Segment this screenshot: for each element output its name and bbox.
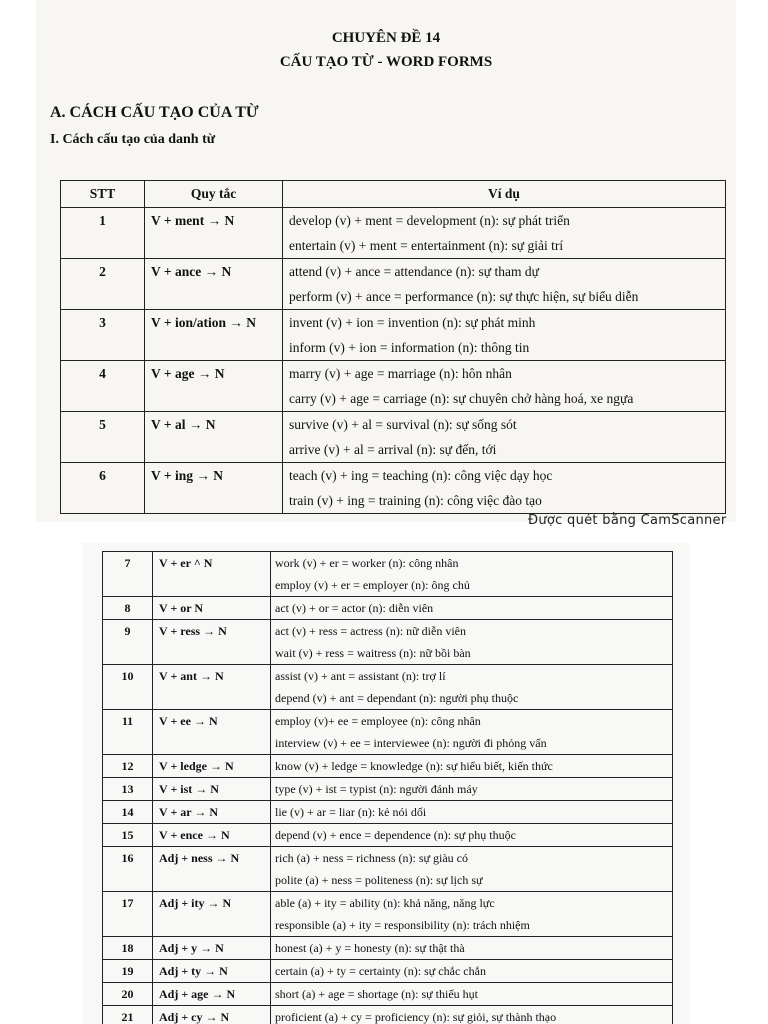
examples-cell [283,463,726,514]
formation-rule [153,778,271,801]
examples-cell [271,847,673,892]
example-line: work (v) + er = worker (n): công nhân [275,556,459,570]
row-number-text: 20 [121,987,134,1001]
row-number-text: 19 [121,964,134,978]
formation-rule [145,259,283,310]
formation-rule-text: V + ment → N [151,213,235,228]
examples-cell [271,801,673,824]
formation-rule-text: V + ledge → N [159,759,234,773]
row-number-text: 15 [121,828,134,842]
row-number [61,310,145,361]
row-number [61,463,145,514]
examples-cell [283,412,726,463]
examples-cell [271,1006,673,1024]
examples-cell [283,361,726,412]
example-line: responsible (a) + ity = responsibility (n): trách nhiệm [275,918,530,932]
table-header-row [61,181,726,208]
table-row [103,552,673,597]
table-row [61,310,726,361]
formation-rule-text: V + ee → N [159,714,218,728]
formation-rule [153,597,271,620]
examples-cell [283,310,726,361]
example-line: employ (v) + er = employer (n): ông chủ [275,578,470,592]
examples-cell [271,778,673,801]
row-number [61,259,145,310]
table-row [103,620,673,665]
formation-rule-text: V + age → N [151,366,225,381]
table-row [103,1006,673,1024]
formation-rule [153,755,271,778]
row-number-text: 6 [99,468,106,483]
section-i-heading: I. Cách cấu tạo của danh từ [50,132,216,147]
formation-rule [153,983,271,1006]
example-line: know (v) + ledge = knowledge (n): sự hiểu biết, kiến thức [275,759,553,773]
word-forms-table-2 [102,551,673,1024]
example-line: teach (v) + ing = teaching (n): công việc dạy học [289,468,553,483]
example-line: train (v) + ing = training (n): công việc đào tạo [289,493,542,508]
example-line: develop (v) + ment = development (n): sự phát triển [289,213,570,228]
formation-rule [145,310,283,361]
row-number [61,208,145,259]
table-row [103,937,673,960]
example-line: certain (a) + ty = certainty (n): sự chắc chắn [275,964,486,978]
formation-rule-text: V + ant → N [159,669,224,683]
formation-rule-text: V + ion/ation → N [151,315,256,330]
example-line: act (v) + ress = actress (n): nữ diễn viên [275,624,466,638]
examples-cell [271,597,673,620]
formation-rule-text: V + ing → N [151,468,223,483]
examples-cell [271,960,673,983]
formation-rule [153,824,271,847]
table-row [103,755,673,778]
examples-cell [283,259,726,310]
table-row [61,208,726,259]
examples-cell [271,665,673,710]
row-number-text: 18 [121,941,134,955]
row-number-text: 11 [121,714,134,728]
formation-rule-text: V + ance → N [151,264,232,279]
row-number [103,892,153,937]
table-row [61,361,726,412]
row-number-text: 4 [99,366,106,381]
example-line: honest (a) + y = honesty (n): sự thật thà [275,941,465,955]
table-row [103,892,673,937]
row-number [103,552,153,597]
examples-cell [271,892,673,937]
table-row [61,259,726,310]
row-number [103,1006,153,1024]
example-line: depend (v) + ant = dependant (n): người phụ thuộc [275,691,519,705]
example-line: act (v) + or = actor (n): diễn viên [275,601,434,615]
formation-rule [153,801,271,824]
formation-rule-text: V + or N [159,601,204,615]
table-row [103,824,673,847]
column-header-rule: Quy tắc [145,181,283,208]
example-line: employ (v)+ ee = employee (n): công nhân [275,714,481,728]
example-line: carry (v) + age = carriage (n): sự chuyên chở hàng hoá, xe ngựa [289,391,634,406]
formation-rule [153,665,271,710]
formation-rule [145,412,283,463]
formation-rule-text: Adj + ty → N [159,964,228,978]
row-number [103,847,153,892]
table-row [103,778,673,801]
examples-cell [283,208,726,259]
row-number-text: 10 [121,669,134,683]
formation-rule [145,463,283,514]
examples-cell [271,937,673,960]
row-number-text: 13 [121,782,134,796]
formation-rule-text: V + al → N [151,417,216,432]
formation-rule [153,892,271,937]
example-line: invent (v) + ion = invention (n): sự phát minh [289,315,536,330]
formation-rule [153,710,271,755]
formation-rule [153,937,271,960]
row-number [61,361,145,412]
formation-rule-text: V + ist → N [159,782,219,796]
formation-rule [153,620,271,665]
example-line: proficient (a) + cy = proficiency (n): sự giỏi, sự thành thạo [275,1010,557,1024]
row-number-text: 1 [99,213,106,228]
row-number-text: 3 [99,315,106,330]
scanned-page-2 [82,543,690,1024]
example-line: entertain (v) + ment = entertainment (n): sự giải trí [289,238,564,253]
row-number [103,937,153,960]
row-number-text: 17 [121,896,134,910]
table-row [61,412,726,463]
row-number-text: 2 [99,264,106,279]
example-line: rich (a) + ness = richness (n): sự giàu có [275,851,468,865]
column-header-stt: STT [61,181,145,208]
table-row [61,463,726,514]
camscanner-watermark: Được quét bằng CamScanner [528,513,727,528]
table-row [103,597,673,620]
document-subtitle: CẤU TẠO TỪ - WORD FORMS [279,54,493,70]
formation-rule-text: Adj + ity → N [159,896,232,910]
formation-rule-text: Adj + ness → N [159,851,240,865]
formation-rule [153,847,271,892]
row-number-text: 16 [121,851,134,865]
table-row [103,710,673,755]
example-line: assist (v) + ant = assistant (n): trợ lí [275,669,446,683]
formation-rule-text: Adj + age → N [159,987,236,1001]
formation-rule-text: V + ence → N [159,828,230,842]
table-row [103,983,673,1006]
row-number [103,801,153,824]
example-line: arrive (v) + al = arrival (n): sự đến, tới [289,442,497,457]
example-line: inform (v) + ion = information (n): thông tin [289,340,530,355]
formation-rule [145,208,283,259]
table-row [103,960,673,983]
table-row [103,665,673,710]
formation-rule [153,960,271,983]
column-header-example: Ví dụ [283,181,726,208]
examples-cell [271,755,673,778]
formation-rule-text: Adj + y → N [159,941,224,955]
formation-rule-text: V + er ^ N [159,556,213,570]
example-line: depend (v) + ence = dependence (n): sự phụ thuộc [275,828,516,842]
table-row [103,801,673,824]
examples-cell [271,552,673,597]
example-line: interview (v) + ee = interviewee (n): người đi phỏng vấn [275,736,547,750]
scanned-page-1 [36,0,736,522]
document-title: CHUYÊN ĐỀ 14 [331,30,441,46]
examples-cell [271,710,673,755]
row-number-text: 12 [121,759,134,773]
example-line: polite (a) + ness = politeness (n): sự lịch sự [275,873,483,887]
example-line: lie (v) + ar = liar (n): kẻ nói dối [275,805,427,819]
example-line: wait (v) + ress = waitress (n): nữ bồi bàn [275,646,471,660]
formation-rule [145,361,283,412]
example-line: short (a) + age = shortage (n): sự thiếu hụt [275,987,478,1001]
formation-rule [153,1006,271,1024]
table-row [103,847,673,892]
row-number-text: 9 [124,624,131,638]
word-forms-table-1 [60,180,726,514]
example-line: marry (v) + age = marriage (n): hôn nhân [289,366,512,381]
row-number [103,983,153,1006]
examples-cell [271,983,673,1006]
row-number-text: 8 [124,601,131,615]
row-number [103,710,153,755]
row-number-text: 21 [121,1010,134,1024]
examples-cell [271,824,673,847]
section-a-heading: A. CÁCH CẤU TẠO CỦA TỪ [50,104,259,121]
formation-rule-text: V + ress → N [159,624,227,638]
row-number [103,778,153,801]
row-number [103,597,153,620]
row-number [103,620,153,665]
examples-cell [271,620,673,665]
row-number [103,960,153,983]
formation-rule [153,552,271,597]
row-number [61,412,145,463]
row-number [103,755,153,778]
formation-rule-text: V + ar → N [159,805,219,819]
formation-rule-text: Adj + cy → N [159,1010,230,1024]
row-number [103,665,153,710]
example-line: perform (v) + ance = performance (n): sự thực hiện, sự biểu diễn [289,289,639,304]
row-number-text: 14 [121,805,134,819]
row-number-text: 5 [99,417,106,432]
row-number-text: 7 [124,556,131,570]
example-line: attend (v) + ance = attendance (n): sự tham dự [289,264,539,279]
example-line: survive (v) + al = survival (n): sự sống sót [289,417,517,432]
row-number [103,824,153,847]
example-line: able (a) + ity = ability (n): khả năng, năng lực [275,896,495,910]
example-line: type (v) + ist = typist (n): người đánh máy [275,782,478,796]
